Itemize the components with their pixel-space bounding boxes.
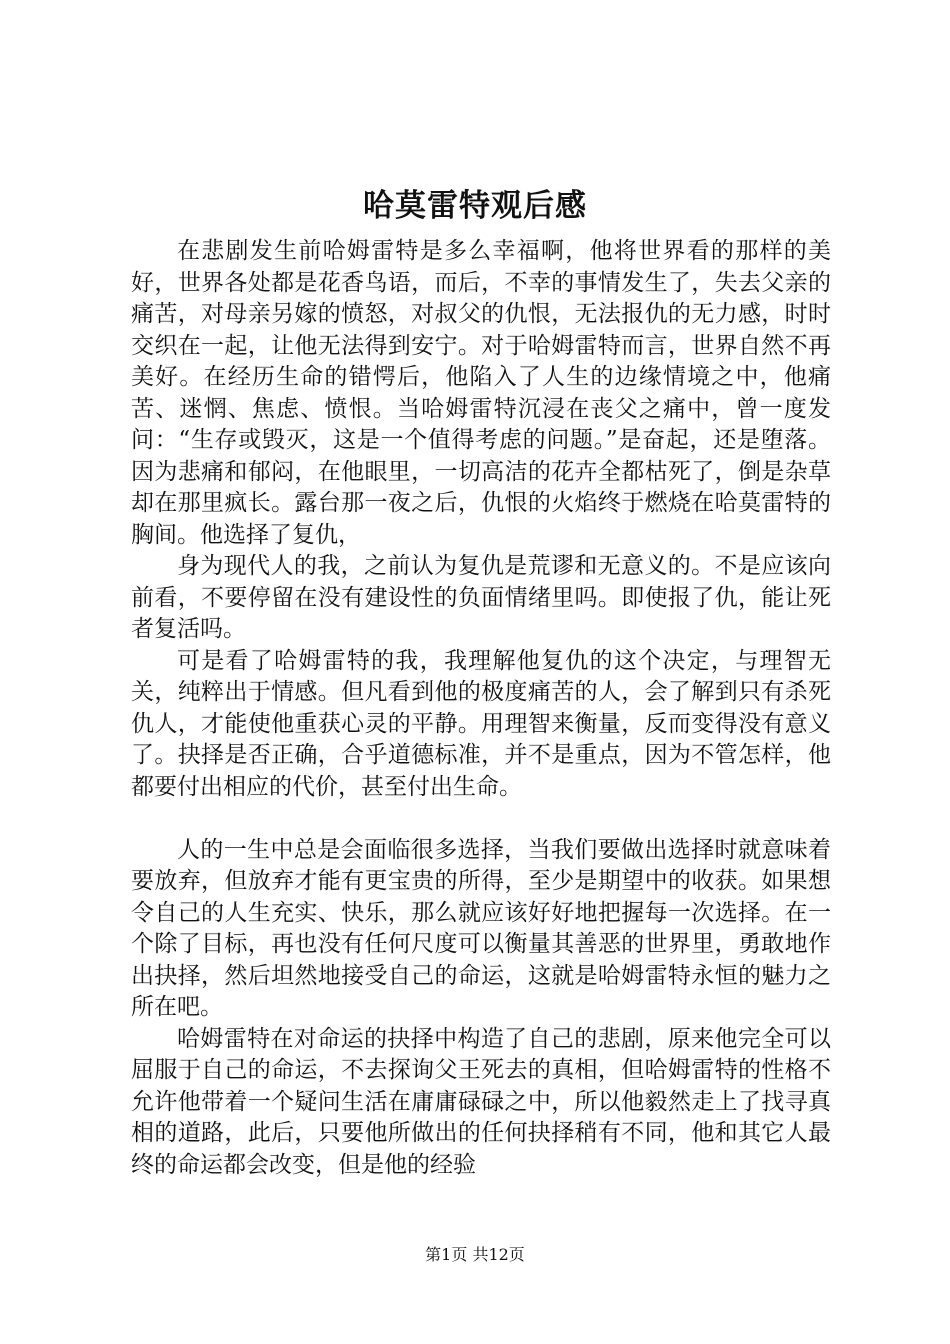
paragraph-2: 身为现代人的我，之前认为复仇是荒谬和无意义的。不是应该向前看，不要停留在没有建设性的负面情绪里吗。即使报了仇，能让死者复活吗。 [131,553,831,642]
paragraph-spacer [131,803,831,835]
page-title: 哈莫雷特观后感 [363,188,587,224]
document-body [131,236,831,1181]
paragraph-1: 在悲剧发生前哈姆雷特是多么幸福啊，他将世界看的那样的美好，世界各处都是花香鸟语，而后，不幸的事情发生了，失去父亲的痛苦，对母亲另嫁的愤怒，对叔父的仇恨，无法报仇的无力感，时时交织在一起，让他无法得到安宁。对于哈姆雷特而言，世界自然不再美好。在经历生命的错愕后，他陷入了人生的边缘情境之中，他痛苦、迷惘、焦虑、愤恨。当哈姆雷特沉浸在丧父之痛中，曾一度发问：“生存或毁灭，这是一个值得考虑的问题。”是奋起，还是堕落。因为悲痛和郁闷，在他眼里，一切高洁的花卉全都枯死了，倒是杂草却在那里疯长。露台那一夜之后，仇恨的火焰终于燃烧在哈莫雷特的胸间。他选择了复仇， [131,238,831,548]
paragraph-4: 人的一生中总是会面临很多选择，当我们要做出选择时就意味着要放弃，但放弃才能有更宝贵的所得，至少是期望中的收获。如果想令自己的人生充实、快乐，那么就应该好好地把握每一次选择。在一个除了目标，再也没有任何尺度可以衡量其善恶的世界里，勇敢地作出抉择，然后坦然地接受自己的命运，这就是哈姆雷特永恒的魅力之所在吧。 [131,836,831,1020]
paragraph-3: 可是看了哈姆雷特的我，我理解他复仇的这个决定，与理智无关，纯粹出于情感。但凡看到他的极度痛苦的人，会了解到只有杀死仇人，才能使他重获心灵的平静。用理智来衡量，反而变得没有意义了。抉择是否正确，合乎道德标准，并不是重点，因为不管怎样，他都要付出相应的代价，甚至付出生命。 [131,647,831,800]
page-footer: 第1页 共12页 [425,1245,525,1264]
paragraph-5: 哈姆雷特在对命运的抉择中构造了自己的悲剧，原来他完全可以屈服于自己的命运，不去探询父王死去的真相，但哈姆雷特的性格不允许他带着一个疑问生活在庸庸碌碌之中，所以他毅然走上了找寻真相的道路，此后，只要他所做出的任何抉择稍有不同，他和其它人最终的命运都会改变，但是他的经验 [131,1025,831,1178]
